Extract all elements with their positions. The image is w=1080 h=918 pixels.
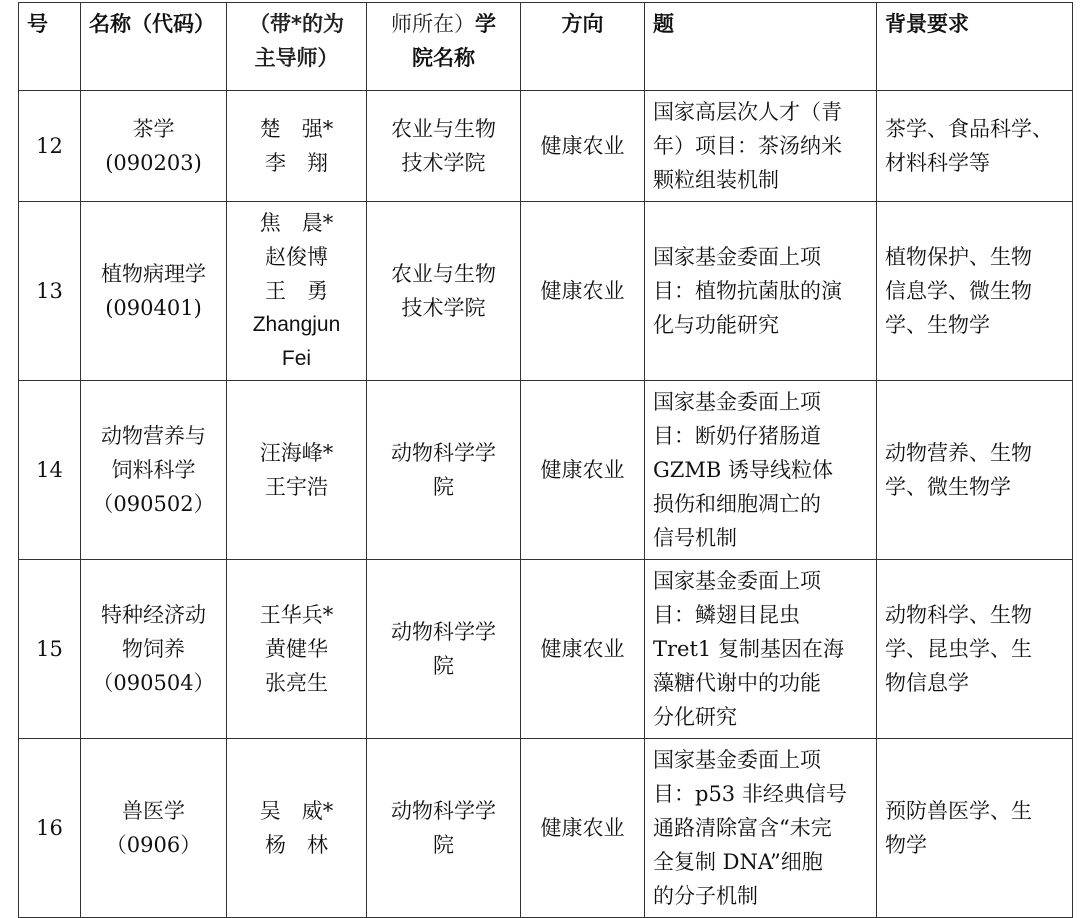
- advisor-name: 王宇浩: [265, 475, 328, 499]
- row-college: [367, 381, 521, 560]
- row-advisors: [227, 560, 367, 739]
- advisor-name: 王华兵*: [259, 603, 334, 627]
- row-number: 15: [19, 560, 81, 739]
- row-direction: 健康农业: [521, 381, 645, 560]
- row-advisors: [227, 202, 367, 381]
- topic-line: 分化研究: [653, 705, 737, 729]
- header-background: [877, 3, 1073, 91]
- row-code: （090504）: [92, 671, 215, 695]
- row-direction: 健康农业: [521, 560, 645, 739]
- header-advisors-line2: 主导师）: [254, 46, 339, 70]
- topic-line: 颗粒组装机制: [653, 168, 779, 192]
- header-background-text: 背景要求: [885, 12, 969, 36]
- header-row: [19, 3, 1073, 91]
- topic-line: 目：植物抗菌肽的演: [653, 279, 842, 303]
- background-line: 物信息学: [885, 671, 969, 695]
- row-name: 特种经济动: [101, 603, 206, 627]
- row-name-code: [81, 560, 227, 739]
- row-code: (090401): [105, 296, 202, 320]
- topic-line: 全复制 DNA”细胞: [653, 850, 823, 874]
- row-code: (090203): [105, 151, 202, 175]
- row-code: （090502）: [92, 492, 215, 516]
- advisor-name: 楚 强*: [259, 117, 334, 141]
- row-background: [877, 381, 1073, 560]
- background-line: 学、生物学: [885, 313, 990, 337]
- header-advisors-line1: （带*的为: [249, 12, 344, 36]
- row-number: 14: [19, 381, 81, 560]
- college-line: 农业与生物: [391, 117, 496, 141]
- header-number: [19, 3, 81, 91]
- row-college: [367, 91, 521, 202]
- advisor-name: 黄健华: [265, 637, 328, 661]
- header-name-code: [81, 3, 227, 91]
- topic-line: 损伤和细胞凋亡的: [653, 492, 821, 516]
- row-advisors: [227, 91, 367, 202]
- topic-line: 国家基金委面上项: [653, 245, 821, 269]
- table-row: [19, 91, 1073, 202]
- background-line: 动物科学、生物: [885, 603, 1032, 627]
- topic-line: 信号机制: [653, 526, 737, 550]
- header-number-text: 号: [27, 12, 48, 36]
- row-name: 茶学: [132, 117, 175, 141]
- topic-line: 目：鳞翅目昆虫: [653, 603, 800, 627]
- topic-line: 目：p53 非经典信号: [653, 782, 847, 806]
- row-college: [367, 202, 521, 381]
- background-line: 信息学、微生物: [885, 279, 1032, 303]
- row-advisors: [227, 739, 367, 918]
- topic-line: 国家基金委面上项: [653, 569, 821, 593]
- row-direction: 健康农业: [521, 739, 645, 918]
- row-name-code: [81, 739, 227, 918]
- advisor-name: 杨 林: [265, 833, 328, 857]
- background-line: 动物营养、生物: [885, 441, 1032, 465]
- topic-line: Tret1 复制基因在海: [653, 637, 844, 661]
- college-line: 院: [433, 654, 454, 678]
- header-topic-text: 题: [653, 12, 674, 36]
- row-number: 13: [19, 202, 81, 381]
- row-name-code: [81, 381, 227, 560]
- advisor-name: 赵俊博: [265, 245, 328, 269]
- college-line: 技术学院: [401, 296, 486, 320]
- row-background: [877, 560, 1073, 739]
- advisor-name: 焦 晨*: [259, 211, 334, 235]
- row-name: 动物营养与: [101, 424, 206, 448]
- background-line: 植物保护、生物: [885, 245, 1032, 269]
- header-college-line2: 院名称: [412, 46, 475, 70]
- table-row: [19, 381, 1073, 560]
- row-topic: [645, 381, 877, 560]
- row-direction: 健康农业: [521, 202, 645, 381]
- topic-line: 国家基金委面上项: [653, 748, 821, 772]
- background-line: 物学: [885, 833, 927, 857]
- topic-line: 国家高层次人才（青: [653, 100, 842, 124]
- topic-line: 藻糖代谢中的功能: [653, 671, 821, 695]
- advisor-name: 张亮生: [265, 671, 328, 695]
- row-background: [877, 202, 1073, 381]
- row-name-code: [81, 202, 227, 381]
- topic-line: 的分子机制: [653, 884, 758, 908]
- header-college: [367, 3, 521, 91]
- row-background: [877, 91, 1073, 202]
- document-page: [18, 2, 1072, 918]
- background-line: 预防兽医学、生: [885, 799, 1032, 823]
- advisor-name: Zhangjun: [252, 313, 341, 336]
- advisor-name: 汪海峰*: [259, 441, 334, 465]
- header-direction: [521, 3, 645, 91]
- row-college: [367, 560, 521, 739]
- row-name: 饲料科学: [111, 458, 196, 482]
- college-line: 动物科学学: [391, 799, 496, 823]
- college-line: 院: [433, 475, 454, 499]
- table-row: [19, 202, 1073, 381]
- table-row: [19, 739, 1073, 918]
- header-direction-text: 方向: [561, 12, 604, 36]
- row-topic: [645, 91, 877, 202]
- row-name: 物饲养: [122, 637, 185, 661]
- row-advisors: [227, 381, 367, 560]
- row-topic: [645, 739, 877, 918]
- table-row: [19, 560, 1073, 739]
- advisor-name: 吴 威*: [259, 799, 334, 823]
- topic-line: 国家基金委面上项: [653, 390, 821, 414]
- row-name-code: [81, 91, 227, 202]
- row-background: [877, 739, 1073, 918]
- program-table: [18, 2, 1073, 918]
- background-line: 材料科学等: [885, 151, 990, 175]
- topic-line: 年）项目：茶汤纳米: [653, 134, 842, 158]
- background-line: 学、昆虫学、生: [885, 637, 1032, 661]
- college-line: 农业与生物: [391, 262, 496, 286]
- row-number: 16: [19, 739, 81, 918]
- header-topic: [645, 3, 877, 91]
- advisor-name: Fei: [281, 347, 312, 370]
- college-line: 动物科学学: [391, 441, 496, 465]
- row-topic: [645, 560, 877, 739]
- background-line: 学、微生物学: [885, 475, 1011, 499]
- background-line: 茶学、食品科学、: [885, 117, 1053, 141]
- row-name: 植物病理学: [101, 262, 206, 286]
- row-topic: [645, 202, 877, 381]
- header-advisors: [227, 3, 367, 91]
- row-college: [367, 739, 521, 918]
- advisor-name: 李 翔: [265, 151, 328, 175]
- topic-line: 化与功能研究: [653, 313, 779, 337]
- advisor-name: 王 勇: [265, 279, 328, 303]
- header-college-line1-plain: 师所在）: [391, 12, 475, 36]
- college-line: 动物科学学: [391, 620, 496, 644]
- college-line: 院: [433, 833, 454, 857]
- topic-line: 目：断奶仔猪肠道: [653, 424, 821, 448]
- row-name: 兽医学: [122, 799, 185, 823]
- row-direction: 健康农业: [521, 91, 645, 202]
- college-line: 技术学院: [401, 151, 486, 175]
- topic-line: 通路清除富含“未完: [653, 816, 832, 840]
- header-name-code-text: 名称（代码）: [89, 12, 215, 36]
- row-code: （0906）: [105, 833, 202, 857]
- row-number: 12: [19, 91, 81, 202]
- topic-line: GZMB 诱导线粒体: [653, 458, 833, 482]
- header-college-line1-bold: 学: [475, 12, 496, 36]
